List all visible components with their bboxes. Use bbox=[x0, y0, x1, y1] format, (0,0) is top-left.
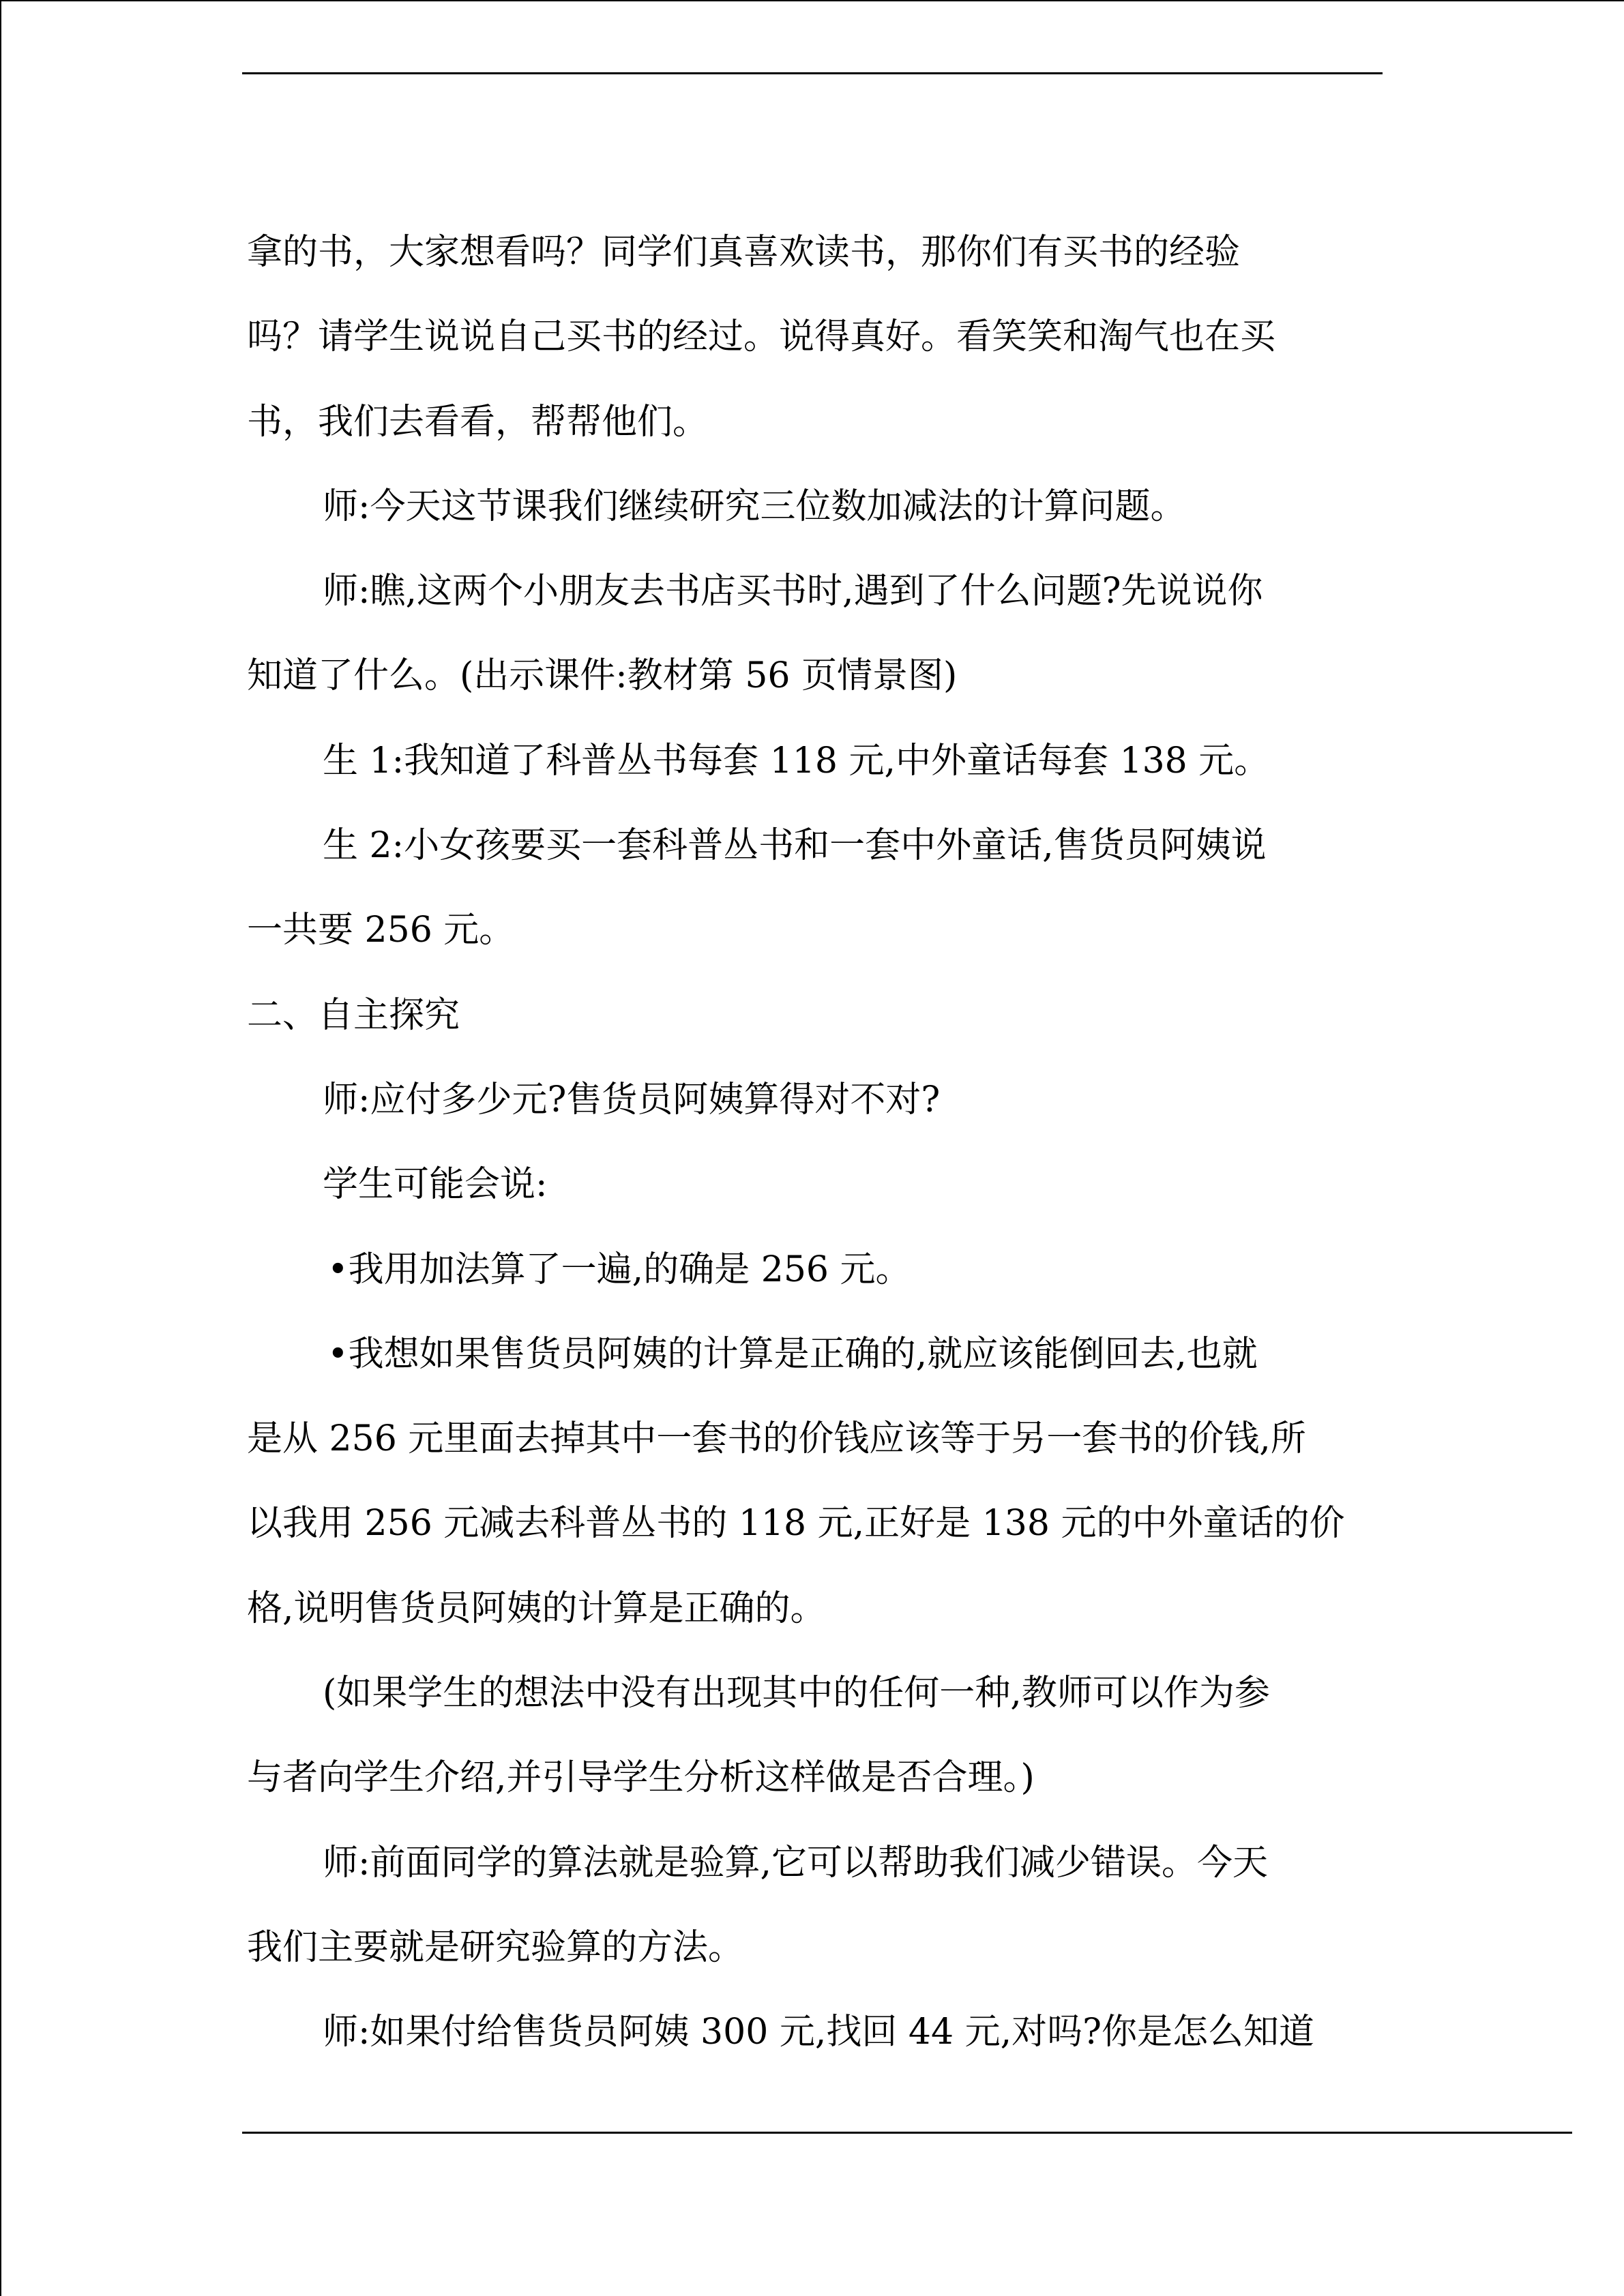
bullet-item: •我用加法算了一遍,的确是 256 元。 bbox=[327, 1249, 911, 1290]
text-line: 与者向学生介绍,并引导学生分析这样做是否合理。) bbox=[247, 1757, 1035, 1799]
text-line: 师:瞧,这两个小朋友去书店买书时,遇到了什么问题?先说说你 bbox=[323, 571, 1263, 612]
section-heading: 二、自主探究 bbox=[247, 994, 460, 1036]
text-line: 学生可能会说: bbox=[323, 1164, 548, 1206]
text-line: 知道了什么。(出示课件:教材第 56 页情景图) bbox=[247, 655, 958, 697]
text-line: 师:前面同学的算法就是验算,它可以帮助我们减少错误。今天 bbox=[323, 1842, 1269, 1883]
header-rule bbox=[242, 72, 1383, 74]
text-line: 师:今天这节课我们继续研究三位数加减法的计算问题。 bbox=[323, 486, 1186, 527]
text-line: 师:如果付给售货员阿姨 300 元,找回 44 元,对吗?你是怎么知道 bbox=[323, 2012, 1314, 2053]
text-line: 以我用 256 元减去科普丛书的 118 元,正好是 138 元的中外童话的价 bbox=[247, 1503, 1345, 1545]
text-line: 吗？请学生说说自己买书的经过。说得真好。看笑笑和淘气也在买 bbox=[247, 316, 1276, 358]
bullet-item: •我想如果售货员阿姨的计算是正确的,就应该能倒回去,也就 bbox=[327, 1333, 1258, 1375]
text-line: 书，我们去看看，帮帮他们。 bbox=[247, 401, 709, 443]
text-line: 我们主要就是研究验算的方法。 bbox=[247, 1926, 744, 1968]
document-body bbox=[247, 210, 1383, 2075]
text-line: 生 2:小女孩要买一套科普丛书和一套中外童话,售货员阿姨说 bbox=[323, 825, 1267, 867]
text-line: 格,说明售货员阿姨的计算是正确的。 bbox=[247, 1587, 826, 1629]
text-line: 师:应付多少元?售货员阿姨算得对不对? bbox=[323, 1079, 941, 1120]
footer-rule bbox=[242, 2132, 1572, 2134]
text-line: 一共要 256 元。 bbox=[247, 910, 515, 951]
text-line: 生 1:我知道了科普丛书每套 118 元,中外童话每套 138 元。 bbox=[323, 740, 1270, 781]
text-line: 是从 256 元里面去掉其中一套书的价钱应该等于另一套书的价钱,所 bbox=[247, 1418, 1306, 1460]
text-line: 拿的书，大家想看吗？同学们真喜欢读书，那你们有买书的经验 bbox=[247, 232, 1241, 273]
text-line: (如果学生的想法中没有出现其中的任何一种,教师可以作为参 bbox=[323, 1673, 1270, 1714]
